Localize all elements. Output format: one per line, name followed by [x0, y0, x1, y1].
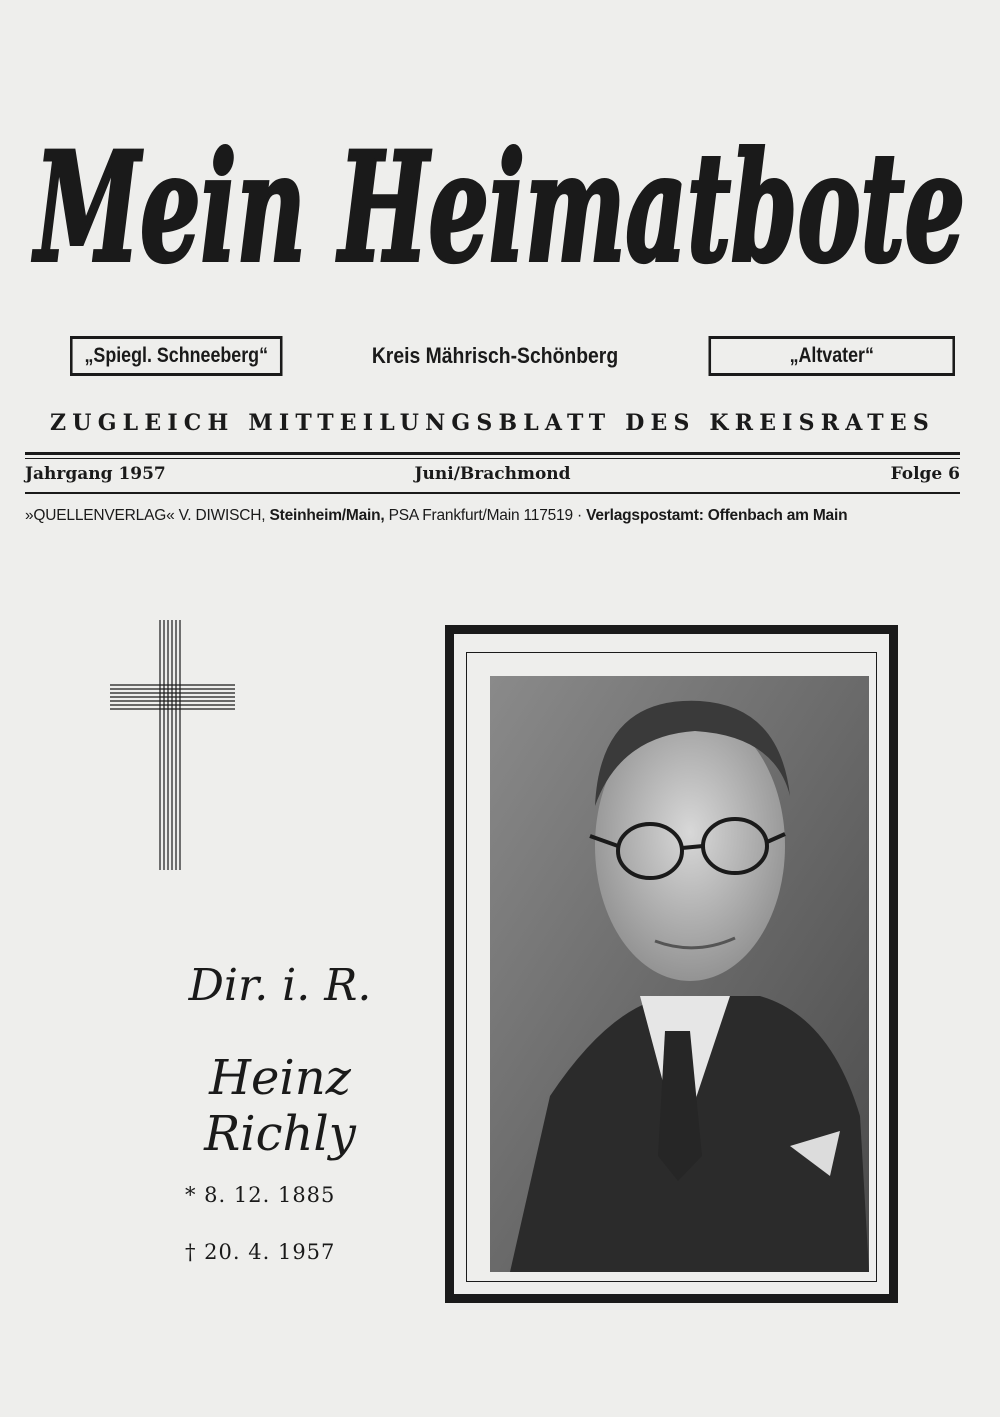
- subtitle: ZUGLEICH MITTEILUNGSBLATT DES KREISRATES: [50, 410, 935, 436]
- divider: [25, 452, 960, 455]
- masthead-text: Mein Heimatbote: [31, 120, 965, 296]
- publisher-name: »QUELLENVERLAG« V. DIWISCH,: [25, 507, 266, 524]
- postamt-label: Verlagspostamt:: [586, 507, 704, 524]
- portrait-photo: [490, 676, 869, 1272]
- publisher-place: Steinheim/Main,: [269, 507, 385, 524]
- birth-date: * 8. 12. 1885: [185, 1183, 336, 1207]
- portrait-frame: [445, 625, 898, 1303]
- divider: [25, 492, 960, 494]
- region-box-right: „Altvater“: [709, 336, 956, 376]
- obituary-name: Heinz Richly: [204, 1050, 356, 1162]
- region-box-left: „Spiegl. Schneeberg“: [70, 336, 283, 376]
- postamt-value: Offenbach am Main: [707, 507, 848, 524]
- publisher-line: [25, 507, 960, 525]
- publisher-psa: PSA Frankfurt/Main 117519: [388, 507, 573, 524]
- cross-icon: [110, 620, 240, 870]
- header-bar: [70, 336, 910, 382]
- issue-info: [25, 464, 960, 488]
- kreis-label: Kreis Mährisch-Schönberg: [371, 343, 619, 368]
- masthead-title: [20, 85, 980, 320]
- issue-number: Folge 6: [890, 464, 960, 484]
- issue-year: Jahrgang 1957: [25, 464, 166, 484]
- divider: [25, 458, 960, 459]
- separator: ·: [576, 507, 582, 524]
- obituary-title: Dir. i. R.: [188, 960, 372, 1011]
- death-date: † 20. 4. 1957: [185, 1240, 336, 1264]
- issue-month: Juni/Brachmond: [414, 464, 571, 484]
